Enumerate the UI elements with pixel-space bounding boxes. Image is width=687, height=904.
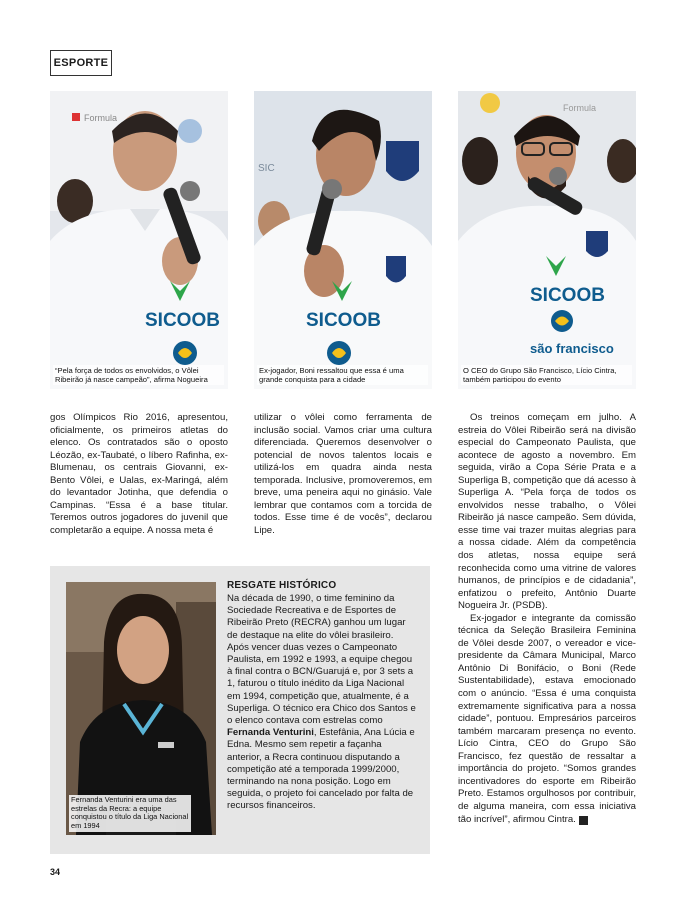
photo-nogueira-image (50, 91, 228, 389)
article-column-3 (458, 412, 636, 826)
article-paragraph: utilizar o vôlei como ferramenta de inclusão social. Vamos criar uma cultura diferenciada. Queremos desenvolver o potencial de novos talentos locais e utilizá-los em quadra ainda nesta temporada. Inclusive, promoveremos, em breve, uma peneira aqui no ginásio. Vale lembrar que contamos com a torcida de todos. Esse time é de vocês”, declarou Lipe. (254, 412, 432, 536)
article-column-1 (50, 412, 228, 537)
photo-caption: Ex-jogador, Boni ressaltou que essa é uma grande conquista para a cidade (257, 365, 428, 385)
article-column-2 (254, 412, 432, 537)
section-tag: ESPORTE (50, 50, 112, 76)
photo3-bg-text: Formula (563, 103, 597, 113)
photo-caption: O CEO do Grupo São Francisco, Lício Cintra, também participou do evento (461, 365, 632, 385)
page-number: 34 (50, 867, 61, 877)
photo-cintra-image (458, 91, 636, 389)
article-paragraph: Ex-jogador e integrante da comissão técnica da Seleção Brasileira Feminina de Vôlei desde 2007, o vereador e vice-presidente da Câmara Municipal, Marco Antônio Di Bonifácio, o Boni (Rede Sustentabilidade), estava emocionado com o anúncio. “Essa é uma conquista extremamente significativa para a nossa cidade”, pontuou. Empresários parceiros também marcaram presença no evento. Lício Cintra, CEO do Grupo São Francisco, fez questão de ressaltar a importância do projeto. “Somos grandes incentivadores do esporte em Ribeirão Preto. Estamos orgulhosos por contribuir, de alguma maneira, com essa iniciativa tão incrível”, afirmou Cintra. (458, 612, 636, 825)
box-text-part: Na década de 1990, o time feminino da Sociedade Recreativa e de Esportes de Ribeirão Preto (RECRA) ganhou um lugar de destaque na elite do vôlei brasileiro. Após vencer duas vezes o Campeonato Paulista, em 1992 e 1993, a equipe chegou à final contra o BCN/Guarujá e, por 3 sets a 1, faturou o título inédito da Liga Nacional em 1994, competição que, atualmente, é a Superliga. O técnico era Chico dos Santos e o elenco contava com estrelas como (227, 593, 416, 727)
end-of-article-icon: R (579, 816, 588, 825)
box-title: RESGATE HISTÓRICO (227, 580, 337, 591)
article-paragraph: gos Olímpicos Rio 2016, apresentou, oficialmente, os primeiros atletas do elenco. Os contratados são o oposto Léozão, ex-Taubaté, o líbero Rafinha, ex-Blumenau, os centrais Giovanni, ex-Bento Vôlei, e Ualas, ex-Maringá, além do levantador Jotinha, que defendia o Campinas. “Essa é a base titular. Teremos outros jogadores do juvenil que completarão a equipe. A nossa meta é (50, 412, 228, 536)
photo-nogueira (50, 91, 228, 389)
sidebar-box (50, 566, 430, 854)
box-text-part: , Estefânia, Ana Lúcia e Edna. Mesmo sem repetir a façanha anterior, a Recra continuou disputando a competição até a temporada 1999/2000, terminando na nona posição. Logo em seguida, o projeto foi cancelado por falta de recursos financeiros. (227, 727, 415, 812)
photo1-bg-text: Formula (84, 113, 118, 123)
photo2-shirt-text: SICOOB (306, 310, 381, 331)
photo-boni-image (254, 91, 432, 389)
photo-cintra (458, 91, 636, 389)
photo3-shirt-text2: são francisco (530, 341, 614, 356)
photo-venturini (66, 582, 216, 835)
article-paragraph: Os treinos começam em julho. A estreia do Vôlei Ribeirão será na divisão especial do Campeonato Paulista, que acontece de agosto a novembro. Em seguida, virão a Copa Série Prata e a Superliga B, competição que dá acesso à Superliga A. “Pela força de todos os envolvidos nesse trabalho, o Vôlei Ribeirão já nasce campeão. Sem dúvida, esse time vai trazer muitas alegrias para a nossa cidade. Além da competência dos atletas, nossa equipe será reconhecida como uma vitrine de valores humanos, de princípios e de cidadania”, enfatizou o prefeito, Antônio Duarte Nogueira Jr. (PSDB). (458, 412, 636, 612)
box-text-highlight: Fernanda Venturini (227, 727, 314, 739)
photo-caption: “Pela força de todos os envolvidos, o Vôlei Ribeirão já nasce campeão”, afirma Nogueira (53, 365, 224, 385)
photo2-bg-text: SIC (258, 163, 275, 174)
photo-caption: Fernanda Venturini era uma das estrelas da Recra: a equipe conquistou o título da Liga Nacional em 1994 (69, 795, 191, 832)
photo1-shirt-text: SICOOB (145, 310, 220, 331)
box-text (227, 593, 417, 813)
photo-boni (254, 91, 432, 389)
photo3-shirt-text: SICOOB (530, 285, 605, 306)
